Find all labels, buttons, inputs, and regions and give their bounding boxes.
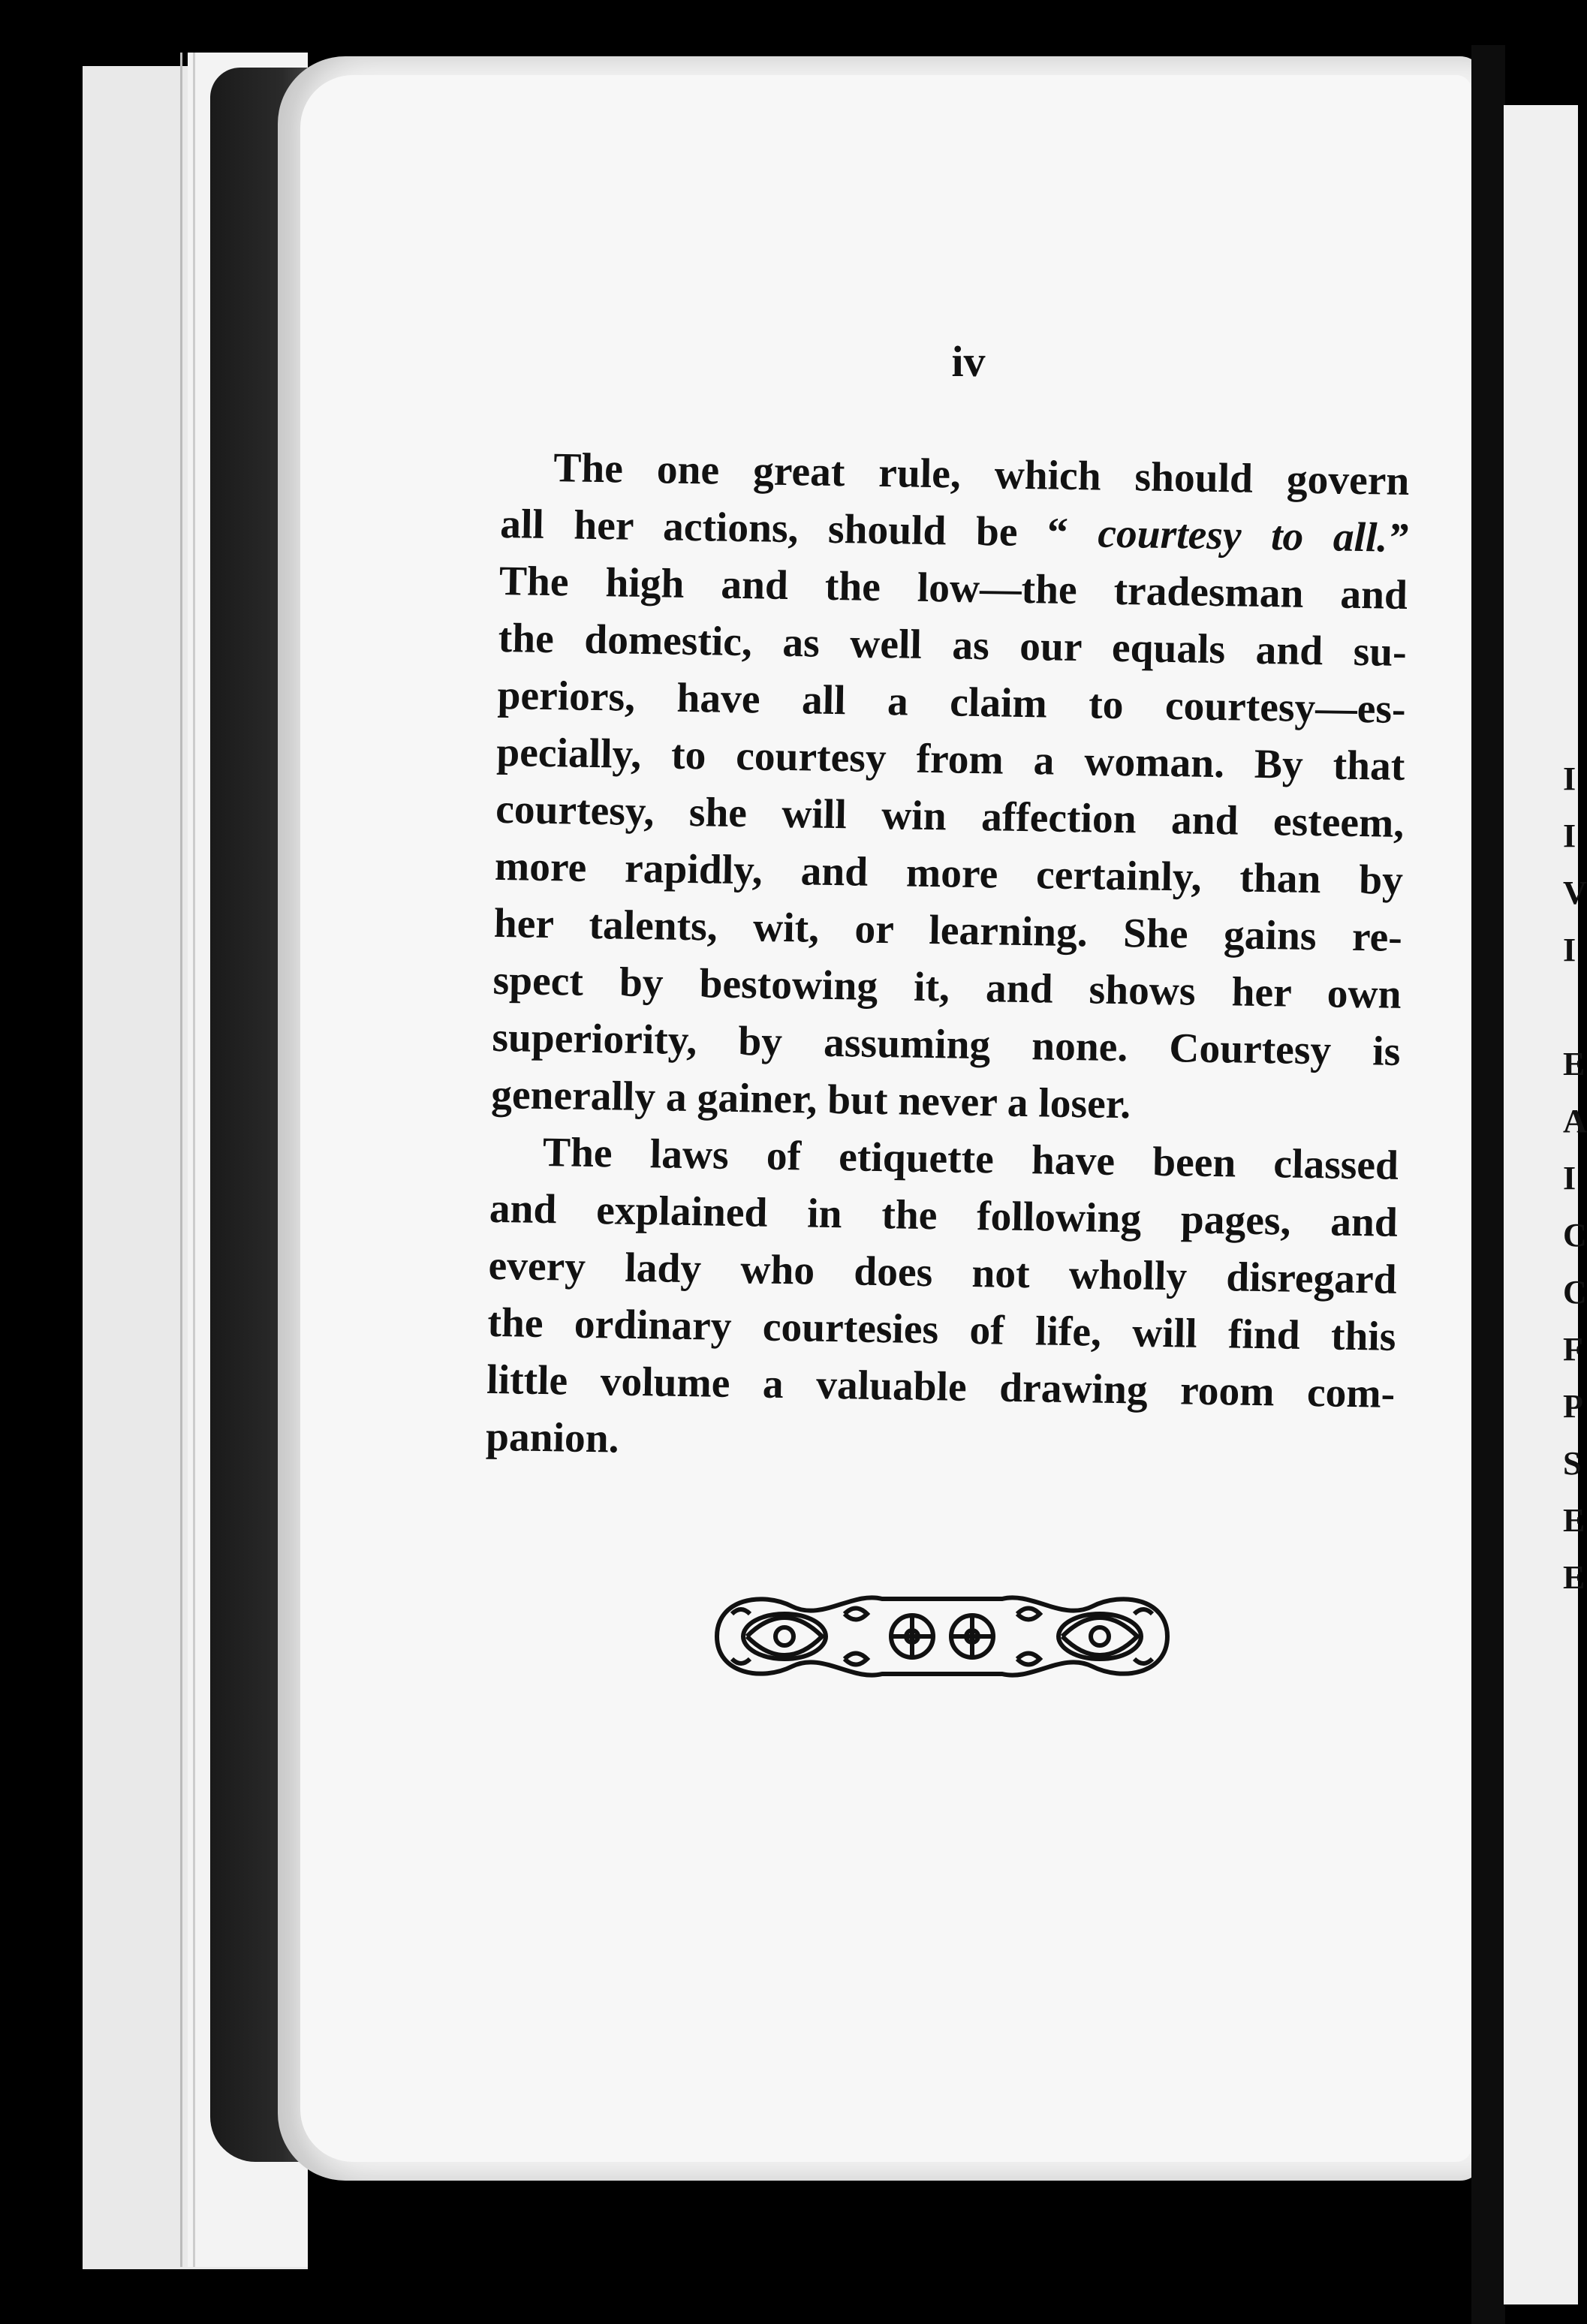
text-line: spect by bestowing it, and shows her own xyxy=(492,957,1402,1018)
edge-letter xyxy=(1563,979,1585,1036)
text-line: her talents, wit, or learning. She gains re- xyxy=(493,900,1403,961)
edge-letter: E xyxy=(1563,1046,1585,1082)
page-number: iv xyxy=(951,337,986,386)
italic-quote: courtesy to all.” xyxy=(1097,510,1409,561)
edge-letter: C xyxy=(1563,1274,1587,1311)
edge-letter: F xyxy=(1563,1331,1583,1368)
text-line: and explained in the following pages, and xyxy=(489,1185,1399,1246)
edge-letter: A xyxy=(1563,1103,1587,1139)
edge-letter: I xyxy=(1563,1160,1576,1197)
text-line: courtesy, she will win affection and esteem, xyxy=(495,786,1405,847)
text-line: superiority, by assuming none. Courtesy is xyxy=(491,1014,1401,1075)
text-line: the ordinary courtesies of life, will find this xyxy=(487,1299,1396,1360)
edge-letter: E xyxy=(1563,1559,1585,1596)
edge-letter: P xyxy=(1563,1388,1583,1425)
text-line: The one great rule, which should govern xyxy=(553,445,1410,504)
text-line: The high and the low—the tradesman and xyxy=(498,558,1408,619)
floral-ornament-icon xyxy=(702,1584,1182,1689)
text-line: more rapidly, and more certainly, than by xyxy=(494,843,1404,904)
edge-letter: V xyxy=(1563,875,1587,911)
edge-letter: I xyxy=(1563,817,1576,854)
text-line: little volume a valuable drawing room com- xyxy=(486,1356,1396,1417)
text-line: every lady who does not wholly disregard xyxy=(488,1242,1398,1303)
edge-letter: I xyxy=(1563,932,1576,968)
paragraph xyxy=(491,439,1410,1138)
text-line: the domestic, as well as our equals and su- xyxy=(498,615,1408,676)
text-line: pecially, to courtesy from a woman. By that xyxy=(495,729,1405,790)
text-line: generally a gainer, but never a loser. xyxy=(490,1071,1131,1128)
edge-letter: S xyxy=(1563,1445,1582,1482)
edge-letter: C xyxy=(1563,1217,1587,1254)
text-line: panion. xyxy=(485,1413,619,1462)
next-page-edge-letters xyxy=(1563,751,1585,1606)
text-line: The laws of etiquette have been classed xyxy=(542,1129,1399,1189)
text-line: periors, have all a claim to courtesy—es- xyxy=(497,672,1406,733)
edge-letter: I xyxy=(1563,760,1576,797)
page-gutter xyxy=(1471,45,1505,2324)
text-line-quote-prefix: all her actions, should be “ xyxy=(499,501,1098,557)
paragraph xyxy=(486,1124,1399,1480)
edge-letter: E xyxy=(1563,1502,1585,1539)
page-edge-lines xyxy=(180,53,195,2267)
page-body-text xyxy=(486,439,1410,1480)
